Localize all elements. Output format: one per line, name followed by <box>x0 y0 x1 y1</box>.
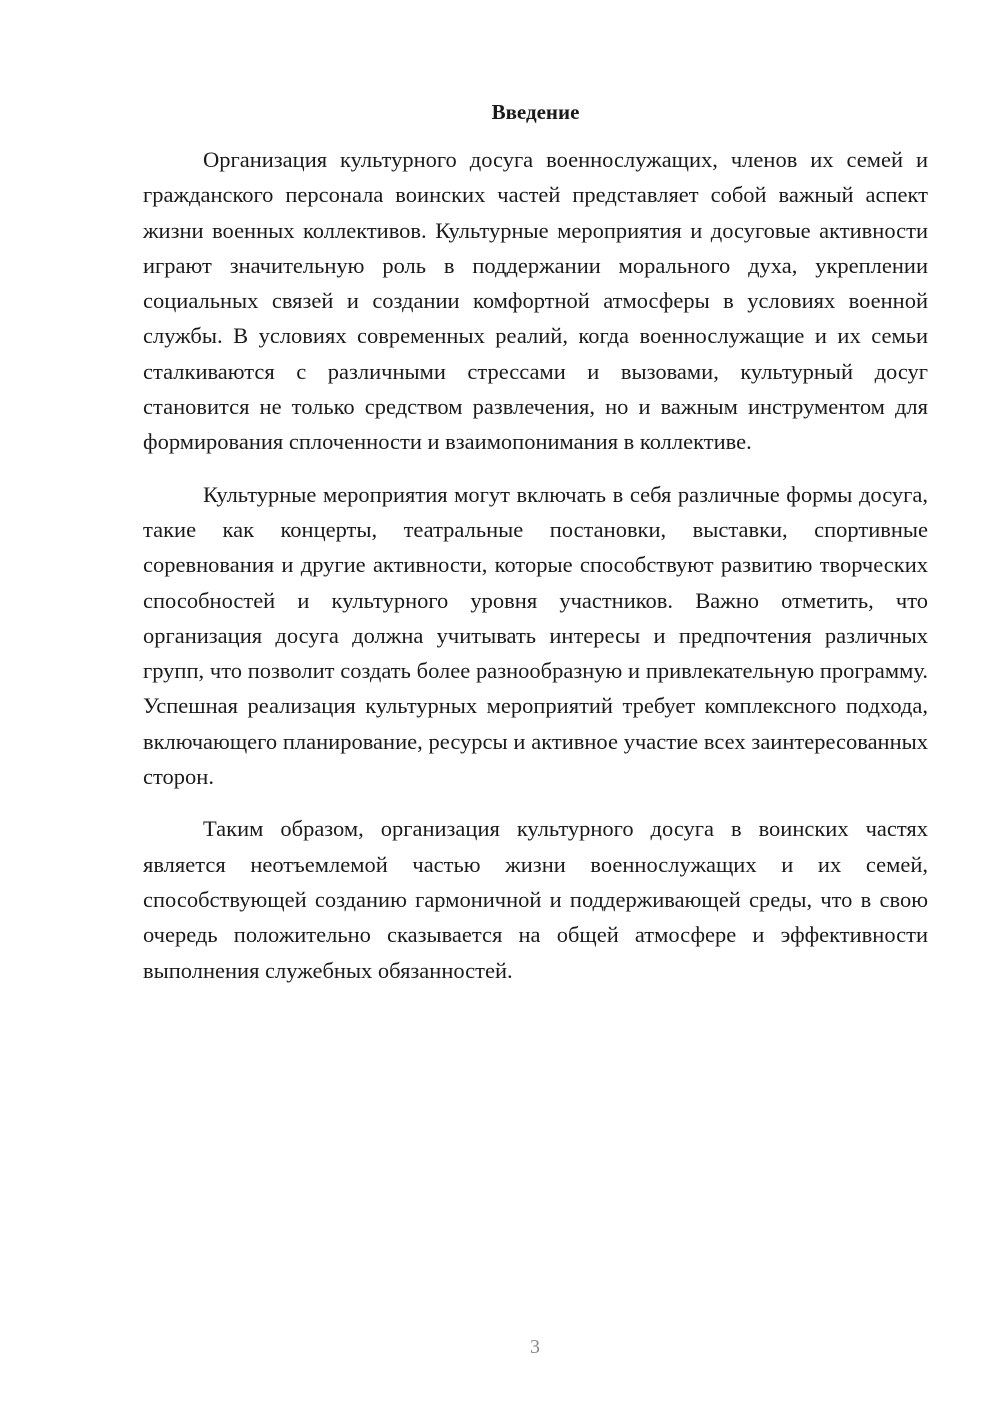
paragraph-3: Таким образом, организация культурного досуга в воинских частях является неотъемлемой частью жизни военнослужащих и их семей, способствующей созданию гармоничной и поддерживающей среды, что в свою очередь положительно сказывается на общей атмосфере и эффективности выполнения служебных обязанностей. <box>143 816 928 983</box>
document-body <box>143 142 928 1005</box>
paragraph-1: Организация культурного досуга военнослужащих, членов их семей и гражданского персонала воинских частей представляет собой важный аспект жизни военных коллективов. Культурные мероприятия и досуговые активности играют значительную роль в поддержании морального духа, укреплении социальных связей и создании комфортной атмосферы в условиях военной службы. В условиях современных реалий, когда военнослужащие и их семьи сталкиваются с различными стрессами и вызовами, культурный досуг становится не только средством развлечения, но и важным инструментом для формирования сплоченности и взаимопонимания в коллективе. <box>143 147 928 455</box>
page-number: 3 <box>530 1336 540 1358</box>
paragraph-2: Культурные мероприятия могут включать в себя различные формы досуга, такие как концерты, театральные постановки, выставки, спортивные соревнования и другие активности, которые способствуют развитию творческих способностей и культурного уровня участников. Важно отметить, что организация досуга должна учитывать интересы и предпочтения различных групп, что позволит создать более разнообразную и привлекательную программу. Успешная реализация культурных мероприятий требует комплексного подхода, включающего планирование, ресурсы и активное участие всех заинтересованных сторон. <box>143 481 928 790</box>
section-heading: Введение <box>491 100 580 124</box>
